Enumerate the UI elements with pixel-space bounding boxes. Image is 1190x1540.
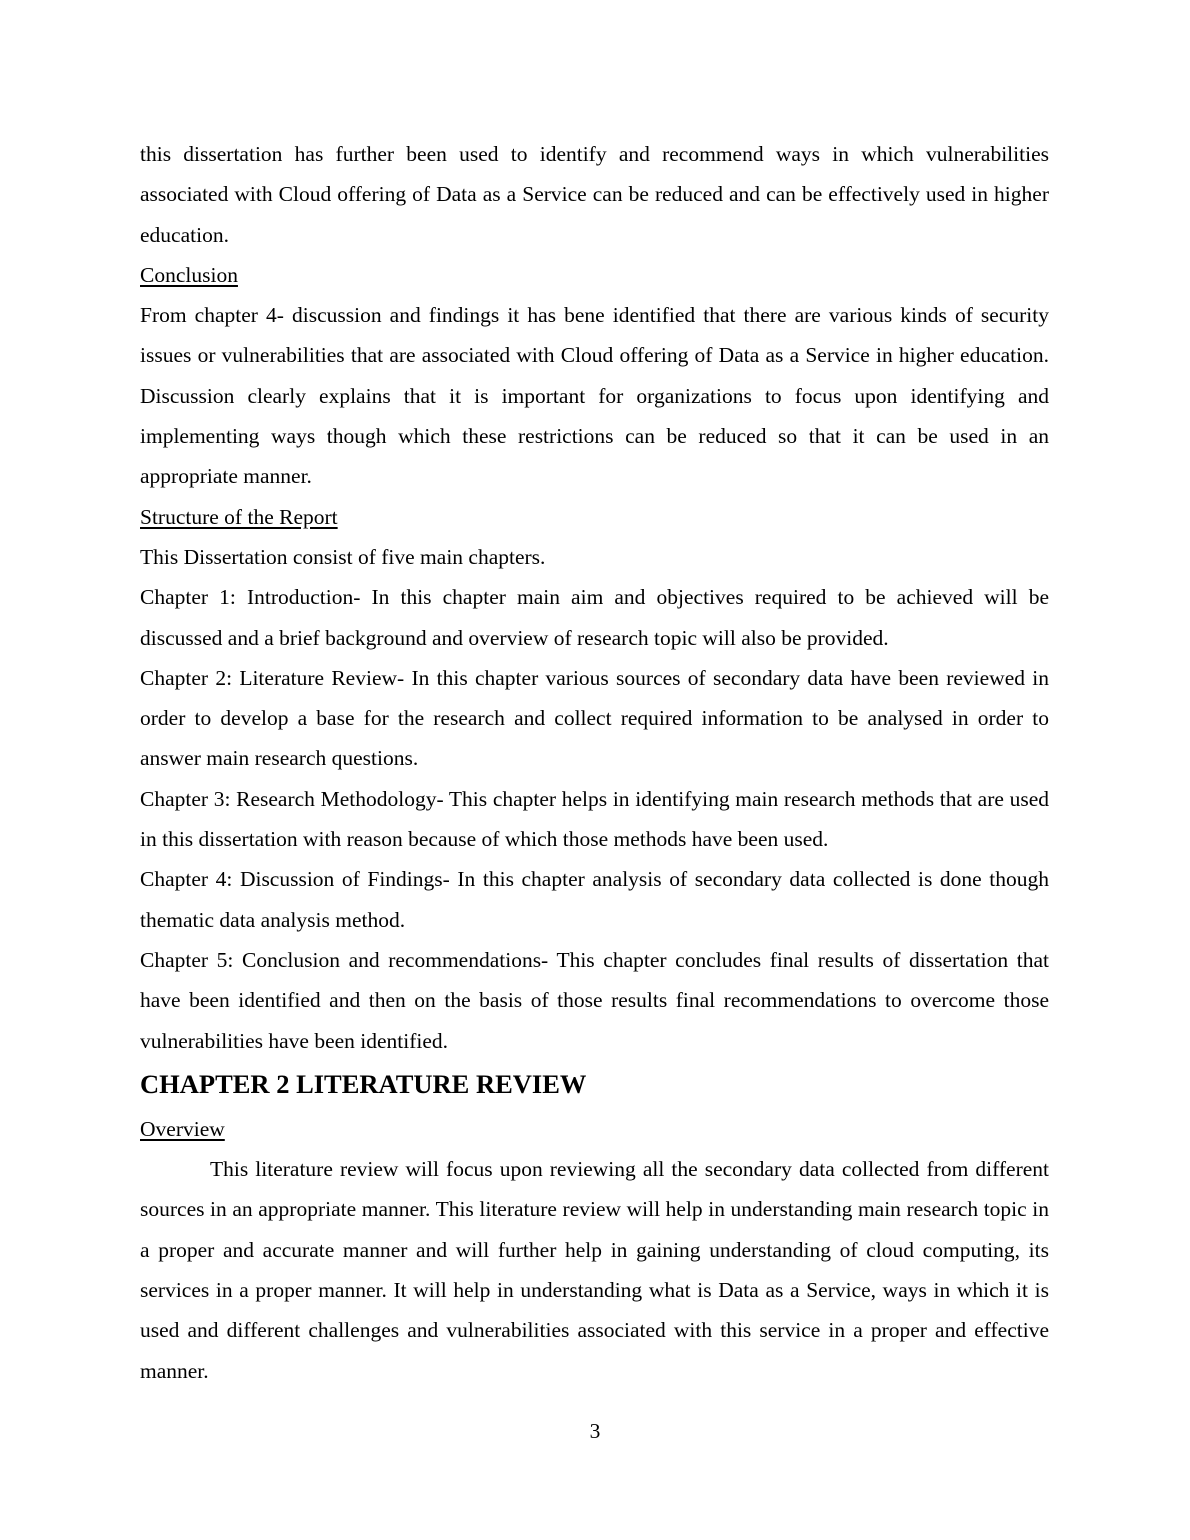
conclusion-heading: Conclusion [140, 262, 238, 287]
chapter-4-paragraph: Chapter 4: Discussion of Findings- In this chapter analysis of secondary data collected is done though thematic data analysis method. [140, 867, 1049, 932]
chapter-5-paragraph: Chapter 5: Conclusion and recommendations- This chapter concludes final results of dissertation that have been identified and then on the basis of those results final recommendations to overcome those vulnerabilities have been identified. [140, 947, 1049, 1053]
overview-heading: Overview [140, 1116, 225, 1141]
chapter-1-paragraph: Chapter 1: Introduction- In this chapter main aim and objectives required to be achieved will be discussed and a brief background and overview of research topic will also be provided. [140, 585, 1049, 650]
page-number: 3 [589, 1419, 601, 1443]
conclusion-paragraph: From chapter 4- discussion and findings it has bene identified that there are various kinds of security issues or vulnerabilities that are associated with Cloud offering of Data as a Service in higher education. Discussion clearly explains that it is important for organizations to focus upon identifying and implementing ways though which these restrictions can be reduced so that it can be used in an appropriate manner. [140, 303, 1049, 489]
chapter-2-paragraph: Chapter 2: Literature Review- In this chapter various sources of secondary data have been reviewed in order to develop a base for the research and collect required information to be analysed in order to answer main research questions. [140, 665, 1049, 771]
structure-intro-paragraph: This Dissertation consist of five main chapters. [140, 544, 546, 569]
overview-paragraph: This literature review will focus upon reviewing all the secondary data collected from different sources in an appropriate manner. This literature review will help in understanding main research topic in a proper and accurate manner and will further help in gaining understanding of cloud computing, its services in a proper manner. It will help in understanding what is Data as a Service, ways in which it is used and different challenges and vulnerabilities associated with this service in a proper and effective manner. [140, 1157, 1049, 1383]
intro-continuation-paragraph: this dissertation has further been used to identify and recommend ways in which vulnerabilities associated with Cloud offering of Data as a Service can be reduced and can be effectively used in higher education. [140, 142, 1049, 247]
structure-heading: Structure of the Report [140, 504, 338, 529]
page-body [140, 134, 1049, 1391]
chapter-title: CHAPTER 2 LITERATURE REVIEW [140, 1068, 587, 1099]
chapter-3-paragraph: Chapter 3: Research Methodology- This chapter helps in identifying main research methods that are used in this dissertation with reason because of which those methods have been used. [140, 786, 1049, 852]
